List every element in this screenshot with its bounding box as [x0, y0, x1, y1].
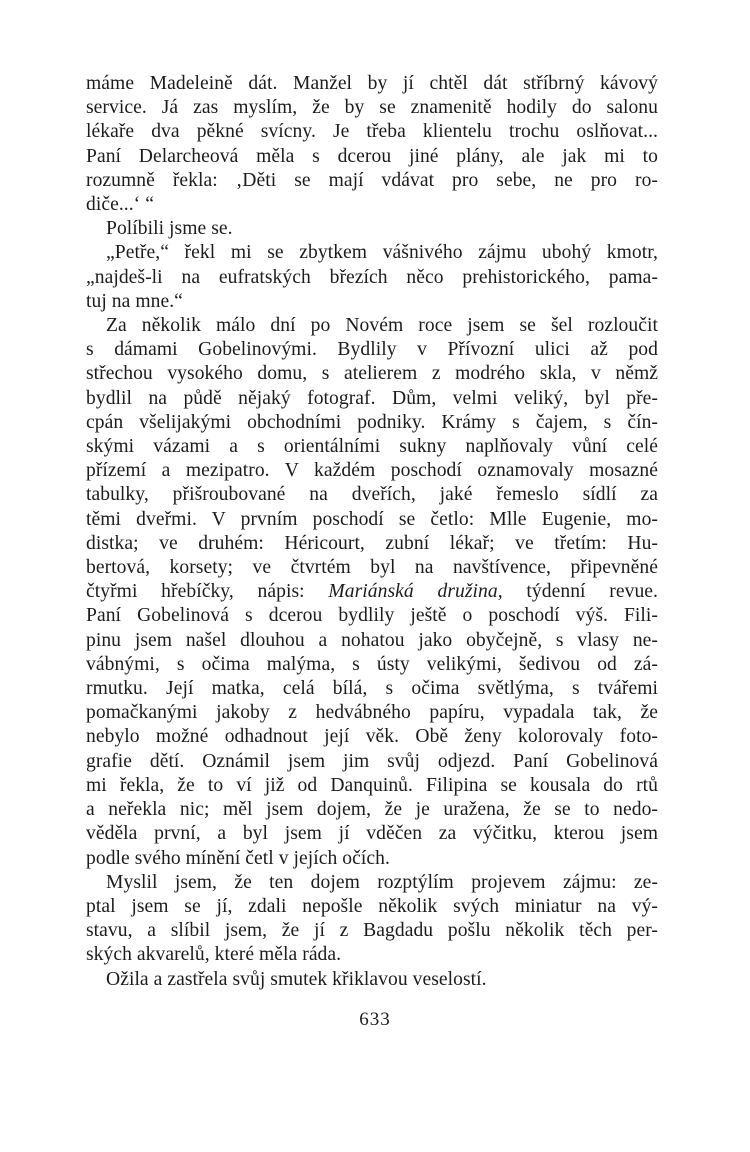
text-line: věděla první, a byl jsem jí vděčen za výčitku, kterou jsem — [86, 823, 658, 845]
text-line: přízemí a mezipatro. V každém poschodí oznamovaly mosazné — [86, 460, 658, 482]
text-line: podle svého mínění četl v jejích očích. — [86, 847, 390, 869]
text-line: rozumně řekla: ‚Děti se mají vdávat pro sebe, ne pro ro- — [86, 169, 658, 191]
text-line: střechou vysokého domu, s atelierem z modrého skla, v němž — [86, 363, 658, 385]
text-line: těmi dveřmi. V prvním poschodí se četlo: Mlle Eugenie, mo- — [86, 508, 658, 530]
text-line: bydlil na půdě nějaký fotograf. Dům, velmi veliký, byl pře- — [86, 387, 658, 409]
text-line: skými vázami a s orientálními sukny naplňovaly vůní celé — [86, 436, 658, 458]
text-line: a neřekla nic; měl jsem dojem, že je uražena, že se to nedo- — [86, 799, 658, 821]
paragraph-4 — [86, 314, 658, 871]
text-line: ptal jsem se jí, zdali nepošle několik svých miniatur na vý- — [86, 895, 658, 917]
text-line: „Petře,“ řekl mi se zbytkem vášnivého zájmu ubohý kmotr, — [106, 242, 658, 264]
text-line: mi řekla, že to ví již od Danquinů. Filipina se kousala do rtů — [86, 774, 658, 796]
text-line: grafie dětí. Oznámil jsem jim svůj odjezd. Paní Gobelinová — [86, 750, 658, 772]
text-line: s dámami Gobelinovými. Bydlily v Přívozní ulici až pod — [86, 339, 658, 361]
text-line: rmutku. Její matka, celá bílá, s očima světlýma, s tvářemi — [86, 678, 658, 700]
text-line: bertová, korsety; ve čtvrtém byl na navštívence, připevněné — [86, 557, 658, 579]
italic-title: Mariánská družina, — [328, 581, 503, 603]
paragraph-6 — [86, 968, 658, 992]
page-number: 633 — [359, 1009, 391, 1030]
text-line: cpán všelijakými obchodními podniky. Krámy s čajem, s čín- — [86, 411, 658, 433]
paragraph-5 — [86, 871, 658, 968]
text-line-with-italic — [86, 580, 658, 604]
paragraph-1 — [86, 72, 658, 217]
text-line: ských akvarelů, které měla ráda. — [86, 944, 342, 966]
paragraph-3 — [86, 241, 658, 314]
text-line: pomačkanými jakoby z hedvábného papíru, vypadala tak, že — [86, 702, 658, 724]
page-text — [86, 72, 658, 992]
text-line: pinu jsem našel dlouhou a nohatou jako obyčejně, s vlasy ne- — [86, 629, 658, 651]
text-line: nebylo možné odhadnout její věk. Obě ženy kolorovaly foto- — [86, 726, 658, 748]
text-line: Políbili jsme se. — [106, 218, 233, 240]
line-end: týdenní revue. — [502, 581, 658, 603]
text-line: Paní Delarcheová měla s dcerou jiné plány, ale jak mi to — [86, 145, 658, 167]
text-line: tabulky, přišroubované na dveřích, jaké řemeslo sídlí za — [86, 484, 658, 506]
text-line: tuj na mne.“ — [86, 290, 183, 312]
paragraph-2 — [86, 217, 658, 241]
line-start: čtyřmi hřebíčky, nápis: — [86, 581, 329, 603]
text-line: service. Já zas myslím, že by se znamenitě hodily do salonu — [86, 97, 658, 119]
text-line: „najdeš-li na eufratských březích něco prehistorického, pama- — [86, 266, 658, 288]
text-line: stavu, a slíbil jsem, že jí z Bagdadu pošlu několik těch per- — [86, 920, 658, 942]
text-line: distka; ve druhém: Héricourt, zubní lékař; ve třetím: Hu- — [86, 532, 658, 554]
text-line: Paní Gobelinová s dcerou bydlily ještě o poschodí výš. Fili- — [86, 605, 658, 627]
text-line: Myslil jsem, že ten dojem rozptýlím projevem zájmu: ze- — [106, 871, 658, 893]
text-line: lékaře dva pěkné svícny. Je třeba klientelu trochu oslňovat... — [86, 121, 658, 143]
text-line: Za několik málo dní po Novém roce jsem se šel rozloučit — [106, 315, 658, 337]
text-line: diče...‘ “ — [86, 194, 154, 216]
text-line: máme Madeleině dát. Manžel by jí chtěl dát stříbrný kávový — [86, 73, 658, 94]
text-line: vábnými, s očima malýma, s ústy velikými, šedivou od zá- — [86, 653, 658, 675]
text-line: Ožila a zastřela svůj smutek křiklavou veselostí. — [106, 968, 487, 990]
